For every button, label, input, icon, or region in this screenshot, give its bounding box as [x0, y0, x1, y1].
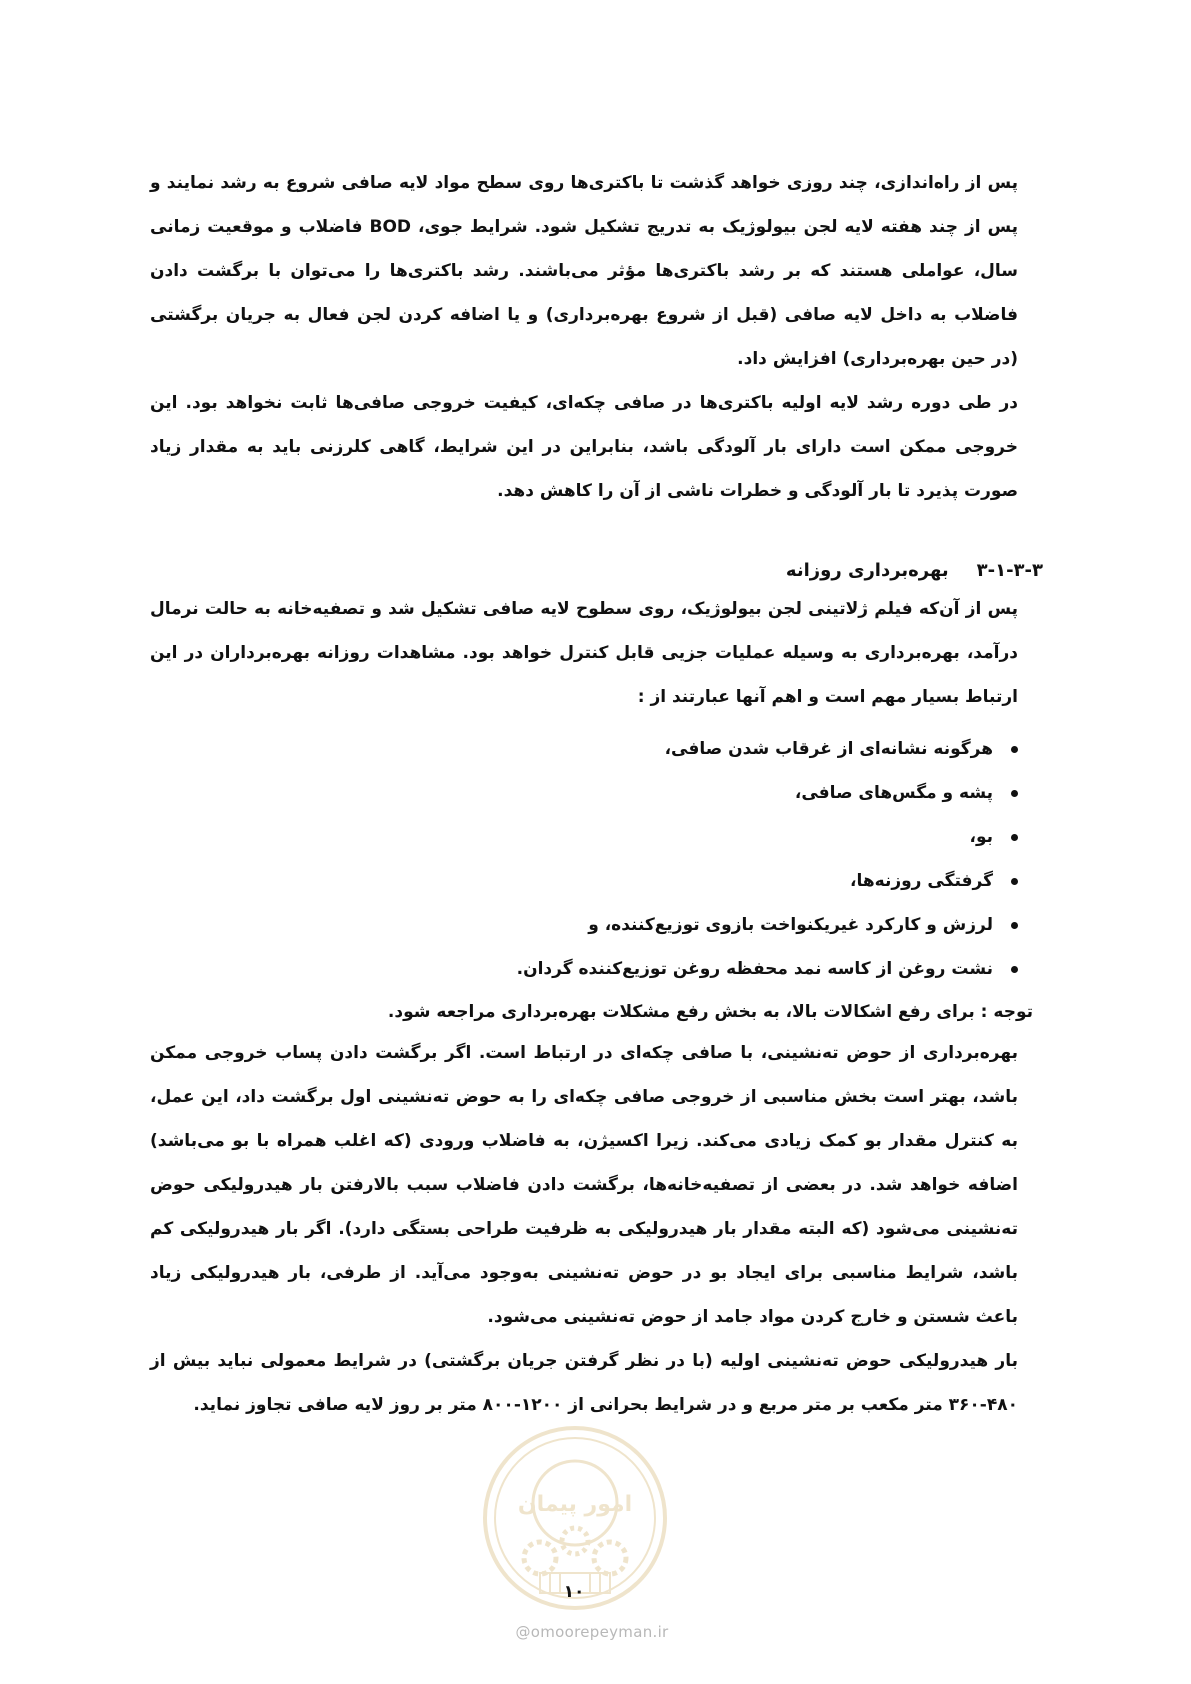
paragraph-hydraulic-load: بار هیدرولیکی حوض ته‌نشینی اولیه (با در نظر گرفتن جریان برگشتی) در شرایط معمولی نباید بیش از ۴۸۰-۳۶۰ متر مکعب بر متر مربع و در شرایط بحرانی از ۱۲۰۰-۸۰۰ متر بر روز لایه صافی تجاوز نماید.	[150, 1351, 1018, 1415]
website-watermark: @omoorepeyman.ir	[515, 1623, 669, 1641]
page-number: ۱۰	[563, 1582, 585, 1602]
seal-text: امور پیمان	[517, 1492, 633, 1517]
bullet-icon	[1011, 746, 1018, 753]
list-item: بو،	[258, 815, 1018, 859]
bullet-icon	[1011, 922, 1018, 929]
paragraph-startup: پس از راه‌اندازی، چند روزی خواهد گذشت تا باکتری‌ها روی سطح مواد لایه صافی شروع به رشد نمایند و پس از چند هفته لایه لجن بیولوژیک به تدریج تشکیل شود. شرایط جوی، BOD فاضلاب و موقعیت زمانی سال، عواملی هستند که بر رشد باکتری‌ها مؤثر می‌باشند. رشد باکتری‌ها را می‌توان با برگشت دادن فاضلاب به داخل لایه صافی (قبل از شروع بهره‌برداری) و یا اضافه کردن لجن فعال به جریان برگشتی (در حین بهره‌برداری) افزایش داد.	[150, 173, 1018, 369]
observation-list	[258, 727, 1018, 991]
list-item: پشه و مگس‌های صافی،	[258, 771, 1018, 815]
bullet-icon	[1011, 790, 1018, 797]
list-item: گرفتگی روزنه‌ها،	[258, 859, 1018, 903]
bullet-icon	[1011, 878, 1018, 885]
list-item: هرگونه نشانه‌ای از غرقاب شدن صافی،	[258, 727, 1018, 771]
paragraph-daily-operation: پس از آن‌که فیلم ژلاتینی لجن بیولوژیک، روی سطوح لایه صافی تشکیل شد و تصفیه‌خانه به حالت نرمال درآمد، بهره‌برداری به وسیله عملیات جزیی قابل کنترل خواهد بود. مشاهدات روزانه بهره‌برداران در این ارتباط بسیار مهم است و اهم آنها عبارتند از :	[150, 599, 1018, 707]
section-heading	[786, 556, 1043, 586]
section-number: ۳-۱-۳-۳	[976, 560, 1043, 581]
list-item: لرزش و کارکرد غیریکنواخت بازوی توزیع‌کننده، و	[258, 903, 1018, 947]
note-text: توجه : برای رفع اشکالات بالا، به بخش رفع مشکلات بهره‌برداری مراجعه شود.	[387, 1002, 1033, 1022]
bullet-icon	[1011, 966, 1018, 973]
section-title: بهره‌برداری روزانه	[785, 560, 949, 581]
paragraph-settling-tank: بهره‌برداری از حوض ته‌نشینی، با صافی چکه‌ای در ارتباط است. اگر برگشت دادن پساب خروجی ممکن باشد، بهتر است بخش مناسبی از خروجی صافی چکه‌ای را به حوض ته‌نشینی اول برگشت داد، این عمل، به کنترل مقدار بو کمک زیادی می‌کند. زیرا اکسیژن، به فاضلاب ورودی (که اغلب همراه با بو می‌باشد) اضافه خواهد شد. در بعضی از تصفیه‌خانه‌ها، برگشت دادن فاضلاب سبب بالارفتن بار هیدرولیکی حوض ته‌نشینی می‌شود (که البته مقدار بار هیدرولیکی به ظرفیت طراحی بستگی دارد). اگر بار هیدرولیکی کم باشد، شرایط مناسبی برای ایجاد بو در حوض ته‌نشینی به‌وجود می‌آید. از طرفی، بار هیدرولیکی زیاد باعث شستن و خارج کردن مواد جامد از حوض ته‌نشینی می‌شود.	[150, 1043, 1018, 1327]
paragraph-growth-period: در طی دوره رشد لایه اولیه باکتری‌ها در صافی چکه‌ای، کیفیت خروجی صافی‌ها ثابت نخواهد بود. این خروجی ممکن است دارای بار آلودگی باشد، بنابراین در این شرایط، گاهی کلرزنی باید به مقدار زیاد صورت پذیرد تا بار آلودگی و خطرات ناشی از آن را کاهش دهد.	[150, 393, 1018, 501]
list-item: نشت روغن از کاسه نمد محفظه روغن توزیع‌کننده گردان.	[258, 947, 1018, 991]
bullet-icon	[1011, 834, 1018, 841]
